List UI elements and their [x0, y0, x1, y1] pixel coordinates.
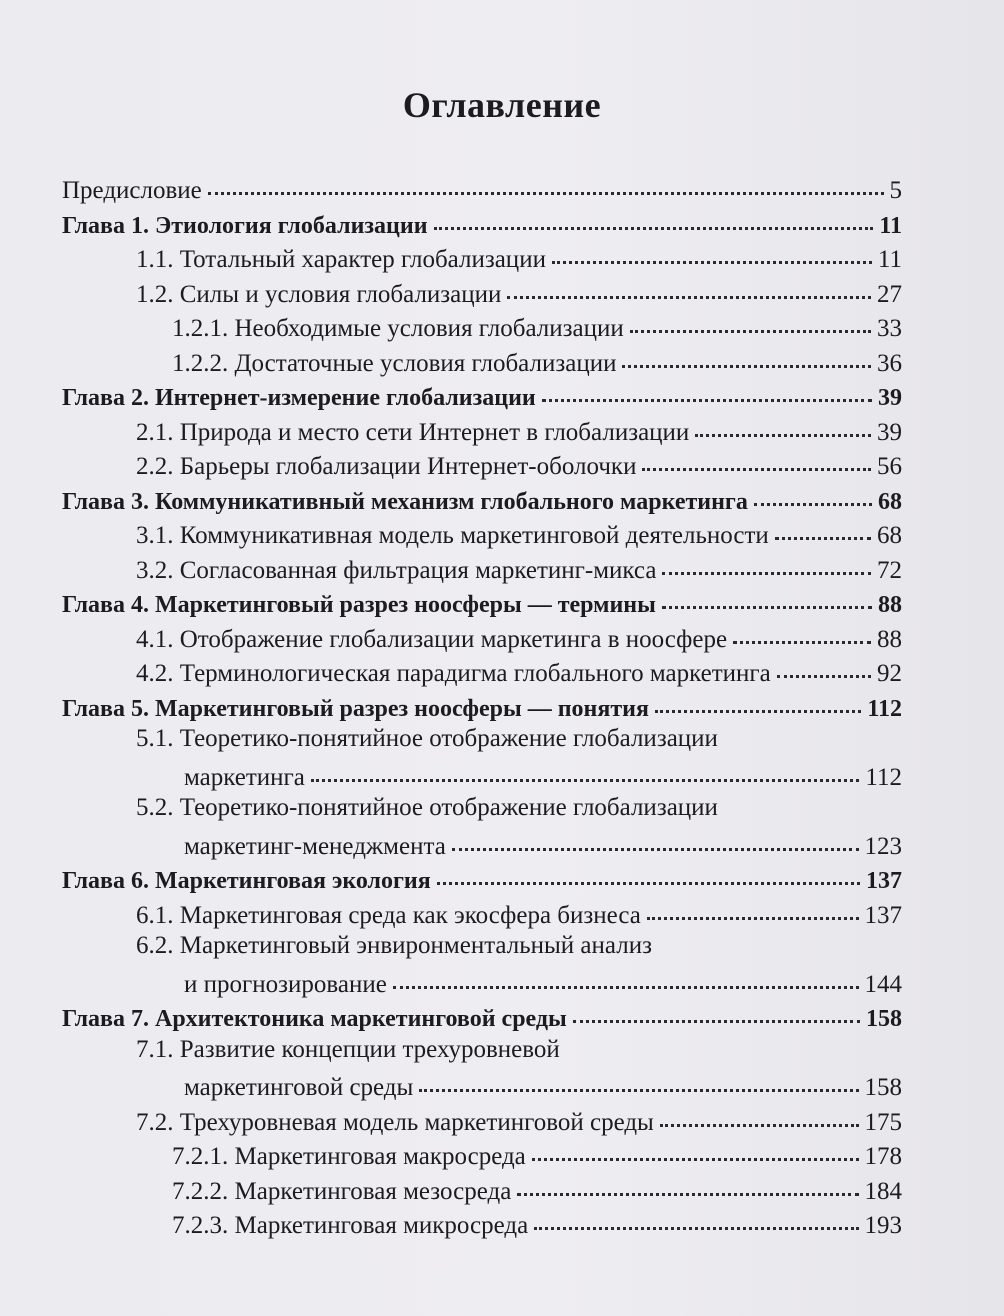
toc-entry-text: 4.1. Отображение глобализации маркетинга в ноосфере: [136, 625, 728, 653]
dot-leader: [419, 1065, 858, 1092]
toc-chapter-entry: [0, 999, 1004, 1037]
dot-leader: [507, 272, 871, 299]
dot-leader: [393, 962, 859, 989]
toc-entry-text: Глава 6. Маркетинговая экология: [62, 868, 431, 894]
toc-page-number: 68: [877, 522, 902, 549]
toc-page-number: 144: [864, 970, 902, 998]
toc-page-number: 123: [864, 832, 902, 860]
toc-entry-text: 2.2. Барьеры глобализации Интернет-оболочки: [136, 453, 637, 480]
toc-page-number: 36: [877, 349, 902, 377]
dot-leader: [208, 168, 884, 195]
toc-entry-text: Глава 2. Интернет-измерение глобализации: [62, 385, 536, 411]
toc-entry-text: 7.2.3. Маркетинговая микросреда: [172, 1212, 529, 1239]
toc-entry-text: Глава 3. Коммуникативный механизм глобального маркетинга: [62, 488, 748, 515]
dot-leader: [662, 582, 872, 609]
dot-leader: [542, 375, 872, 402]
toc-entry-text: 5.2. Теоретико-понятийное отображение глобализации: [136, 794, 718, 821]
toc-section-entry: [0, 792, 1004, 860]
dot-leader: [434, 203, 874, 230]
dot-leader: [642, 444, 871, 471]
dot-leader: [775, 513, 871, 540]
dot-leader: [437, 858, 860, 885]
toc-entry-text: 2.1. Природа и место сети Интернет в глобализации: [136, 418, 690, 446]
dot-leader: [552, 237, 872, 264]
toc-entry-continuation: и прогнозирование: [184, 970, 387, 998]
toc-entry-text: 5.1. Теоретико-понятийное отображение глобализации: [136, 725, 718, 752]
toc-page-number: 112: [865, 763, 902, 791]
dot-leader: [777, 651, 871, 678]
toc-entry-text: 1.2. Силы и условия глобализации: [136, 280, 502, 308]
toc-page-number: 92: [877, 660, 902, 687]
dot-leader: [517, 1169, 858, 1196]
toc-page-number: 39: [877, 418, 902, 446]
toc-entry-text: 7.2.1. Маркетинговая макросреда: [172, 1143, 526, 1170]
toc-entry-text: Предисловие: [62, 177, 202, 204]
toc-page-number: 178: [864, 1143, 902, 1170]
toc-entry-text: 7.2. Трехуровневая модель маркетинговой среды: [136, 1108, 654, 1136]
toc-section-entry: [0, 896, 1004, 934]
toc-entry-text: 1.1. Тотальный характер глобализации: [136, 246, 546, 273]
toc-chapter-entry: [0, 689, 1004, 727]
dot-leader: [647, 893, 859, 920]
toc-section-entry: [0, 1034, 1004, 1101]
toc-entry-text: 3.1. Коммуникативная модель маркетинговой деятельности: [136, 522, 769, 549]
toc-section-entry: [0, 723, 1004, 791]
toc-page-number: 158: [866, 1006, 902, 1032]
toc-entry-text: 1.2.1. Необходимые условия глобализации: [172, 315, 624, 342]
toc-entry-text: 1.2.2. Достаточные условия глобализации: [172, 349, 617, 377]
dot-leader: [532, 1134, 859, 1161]
dot-leader: [630, 306, 871, 333]
dot-leader: [655, 686, 861, 713]
toc-page-number: 27: [877, 280, 902, 308]
toc-page-number: 137: [864, 901, 902, 929]
dot-leader: [733, 617, 871, 644]
toc-entry-text: 7.2.2. Маркетинговая мезосреда: [172, 1177, 512, 1205]
toc-page-number: 33: [877, 315, 902, 342]
toc-page-number: 88: [877, 625, 902, 653]
dot-leader: [452, 824, 859, 851]
toc-page-number: 68: [878, 488, 902, 515]
dot-leader: [662, 548, 871, 575]
toc-entry-continuation: маркетинговой среды: [184, 1074, 414, 1101]
toc-entry-text: Глава 1. Этиология глобализации: [62, 212, 428, 239]
toc-entry-text: Глава 5. Маркетинговый разрез ноосферы — понятия: [62, 695, 649, 722]
toc-page-number: 11: [877, 246, 902, 273]
toc-page-number: 193: [864, 1212, 902, 1239]
dot-leader: [754, 479, 872, 506]
toc-page-number: 56: [877, 453, 902, 480]
toc-page-number: 11: [879, 212, 902, 239]
toc-section-entry: [0, 1206, 1004, 1244]
toc-entry-continuation: маркетинга: [184, 763, 305, 791]
toc-page-number: 112: [867, 695, 902, 722]
toc-entry-text: 4.2. Терминологическая парадигма глобального маркетинга: [136, 660, 771, 687]
dot-leader: [695, 410, 871, 437]
toc-entry-text: Глава 4. Маркетинговый разрез ноосферы — термины: [62, 592, 656, 618]
toc-page-number: 72: [877, 556, 902, 584]
toc-entry-text: Глава 7. Архитектоника маркетинговой среды: [62, 1006, 567, 1032]
toc-entry-continuation: маркетинг-менеджмента: [184, 832, 446, 860]
dot-leader: [622, 341, 871, 368]
dot-leader: [573, 996, 860, 1023]
dot-leader: [660, 1100, 859, 1127]
toc-entry-text: 3.2. Согласованная фильтрация маркетинг-микса: [136, 556, 657, 584]
toc-entry-text: 6.1. Маркетинговая среда как экосфера бизнеса: [136, 901, 641, 929]
page-title: Оглавление: [402, 85, 602, 125]
toc-page-number: 184: [864, 1177, 902, 1205]
toc-page-number: 175: [864, 1108, 902, 1136]
toc-page-number: 88: [878, 592, 902, 618]
toc-page-number: 5: [889, 177, 902, 204]
toc-section-entry: [0, 930, 1004, 998]
toc-page-number: 137: [866, 868, 902, 894]
toc-entry-text: 6.2. Маркетинговый энвиронментальный анализ: [136, 932, 652, 959]
toc-entry-text: 7.1. Развитие концепции трехуровневой: [136, 1035, 560, 1063]
toc-page-number: 39: [878, 385, 902, 411]
toc-page-number: 158: [864, 1074, 902, 1101]
dot-leader: [311, 755, 860, 782]
dot-leader: [534, 1203, 858, 1230]
